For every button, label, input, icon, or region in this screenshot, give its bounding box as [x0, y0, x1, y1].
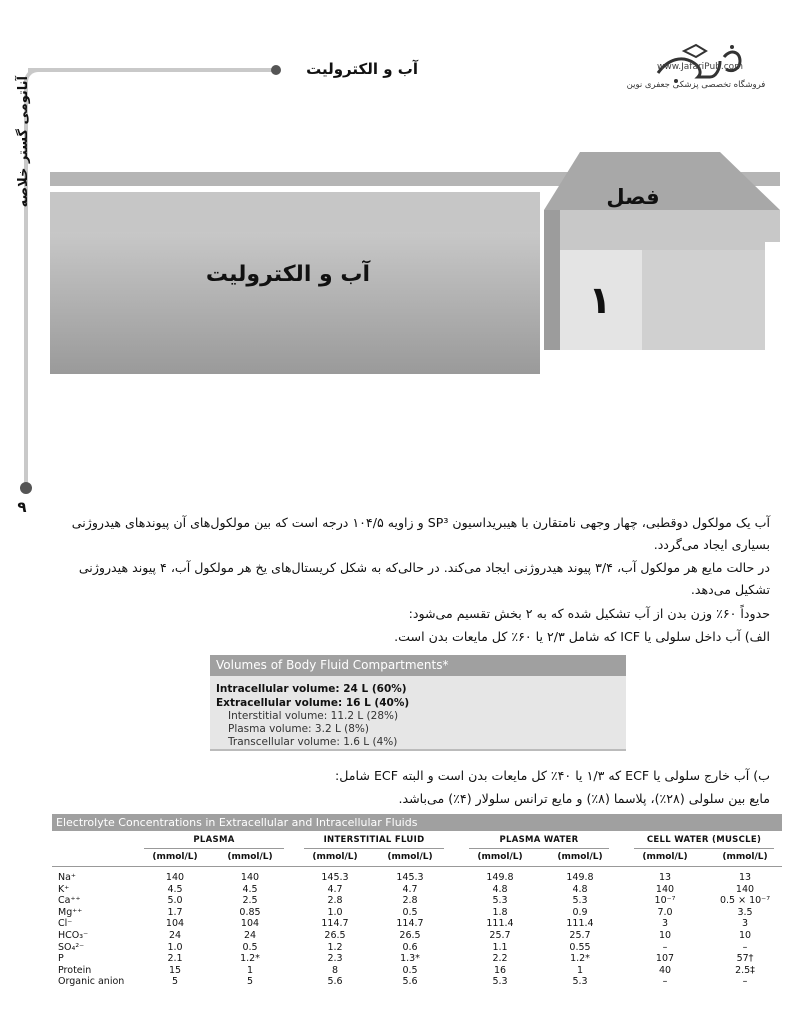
- table-cell: 111.4: [486, 918, 514, 930]
- chapter-number: ۱: [588, 278, 612, 322]
- paragraph-ecf: ب) آب خارج سلولی یا ECF که ۱/۳ یا ۴۰٪ کل مایعات بدن است و البته ECF شامل:: [335, 768, 770, 783]
- paragraph-water-molecule: آب یک مولکول دوقطبی، چهار وجهی نامتقارن با هیبریداسیون SP³ و زاویه ۱۰۴/۵ درجه است که بین مولکول‌های آن پیوندهای هیدروژنی بسیاری ایجاد می‌گردد.: [71, 515, 770, 552]
- table-cell: 1: [576, 964, 584, 976]
- table-cell: 0.55: [569, 941, 591, 953]
- group-rule: [304, 848, 444, 849]
- table-cell: 107: [655, 953, 675, 965]
- table-cell: 24: [243, 930, 257, 941]
- table-row-label: K⁺: [58, 883, 70, 895]
- page-number: ۹: [17, 498, 27, 516]
- table-row-label: Cl⁻: [58, 918, 73, 930]
- table-cell: 0.9: [572, 906, 588, 918]
- table-cell: 5.3: [492, 976, 508, 988]
- table-row-label: P: [58, 953, 64, 965]
- volumes-box-title: Volumes of Body Fluid Compartments*: [210, 655, 626, 676]
- table-cell: 5.3: [572, 895, 588, 907]
- table-rule-top: [52, 866, 782, 867]
- table-cell: 0.85: [239, 906, 261, 918]
- table-cell: 3: [741, 918, 749, 930]
- publisher-url: www.JafariPub.com: [657, 62, 743, 72]
- table-cell: 111.4: [566, 918, 594, 930]
- table-cell: 5.3: [492, 895, 508, 907]
- table-cell: 2.5‡: [735, 964, 755, 976]
- table-cell: –: [662, 976, 668, 988]
- table-cell: 104: [240, 918, 260, 930]
- rail-dot-top: [271, 65, 281, 75]
- paragraph-icf: الف) آب داخل سلولی یا ICF که شامل ۲/۳ یا ۶۰٪ کل مایعات بدن است.: [394, 629, 770, 644]
- table-cell: 5.3: [572, 976, 588, 988]
- table-cell: 1.1: [492, 941, 508, 953]
- unit-header: (mmol/L): [642, 852, 688, 862]
- table-cell: 2.1: [167, 953, 183, 965]
- unit-header: (mmol/L): [312, 852, 358, 862]
- table-cell: 10: [738, 930, 752, 941]
- table-cell: 0.5: [402, 964, 418, 976]
- table-cell: 25.7: [569, 930, 591, 941]
- table-cell: 24: [168, 930, 182, 941]
- table-cell: 1.2*: [570, 953, 590, 965]
- intracellular-volume: Intracellular volume: 24 L (60%): [216, 683, 407, 695]
- transcellular-volume: Transcellular volume: 1.6 L (4%): [228, 736, 398, 748]
- table-cell: 5: [246, 976, 254, 988]
- table-cell: 114.7: [321, 918, 349, 930]
- paragraph-hydrogen-bonds: در حالت مایع هر مولکول آب، ۳/۴ پیوند هیدروژنی ایجاد می‌کند. در حالی‌که به شکل کریستال‌های یخ هر مولکول آب، ۴ پیوند هیدروژنی تشکیل می‌دهد.: [78, 560, 770, 597]
- table-cell: 145.3: [321, 872, 349, 883]
- table-cell: 1.0: [327, 906, 343, 918]
- electrolyte-table-title: Electrolyte Concentrations in Extracellular and Intracellular Fluids: [52, 814, 782, 831]
- table-cell: 2.8: [402, 895, 418, 907]
- table-cell: 2.5: [242, 895, 258, 907]
- group-rule: [634, 848, 774, 849]
- table-cell: 5.6: [327, 976, 343, 988]
- table-cell: 15: [168, 964, 182, 976]
- table-cell: 5.0: [167, 895, 183, 907]
- table-cell: 104: [165, 918, 185, 930]
- table-cell: 2.8: [327, 895, 343, 907]
- table-cell: 13: [658, 872, 672, 883]
- table-cell: 1.2: [327, 941, 343, 953]
- table-row-label: SO₄²⁻: [58, 941, 85, 953]
- table-cell: –: [662, 941, 668, 953]
- paragraph-body-water: حدوداً ۶۰٪ وزن بدن از آب تشکیل شده که به ۲ بخش تقسیم می‌شود:: [408, 606, 770, 621]
- table-cell: 13: [738, 872, 752, 883]
- table-cell: 4.5: [167, 883, 183, 895]
- table-cell: 5.6: [402, 976, 418, 988]
- side-title: آناتومی گستر خلاصه: [16, 76, 31, 208]
- table-cell: 140: [735, 883, 755, 895]
- column-group-header: CELL WATER (MUSCLE): [646, 835, 762, 845]
- unit-header: (mmol/L): [722, 852, 768, 862]
- plasma-volume: Plasma volume: 3.2 L (8%): [228, 723, 370, 735]
- table-cell: 149.8: [566, 872, 594, 883]
- table-cell: 40: [658, 964, 672, 976]
- table-cell: 1.0: [167, 941, 183, 953]
- paragraph-ecf-parts: مایع بین سلولی (۲۸٪)، پلاسما (۸٪) و مایع ترانس سلولار (۴٪) می‌باشد.: [398, 791, 770, 806]
- column-group-header: PLASMA: [193, 835, 235, 845]
- table-cell: –: [742, 941, 748, 953]
- group-rule: [144, 848, 284, 849]
- table-cell: 0.5: [242, 941, 258, 953]
- table-cell: 1.2*: [240, 953, 260, 965]
- table-cell: 114.7: [396, 918, 424, 930]
- table-cell: 0.5: [402, 906, 418, 918]
- table-cell: 1.8: [492, 906, 508, 918]
- table-row-label: HCO₃⁻: [58, 930, 89, 941]
- chapter-label: فصل: [606, 185, 660, 209]
- table-row-label: Ca⁺⁺: [58, 895, 81, 907]
- table-cell: 16: [493, 964, 507, 976]
- unit-header: (mmol/L): [387, 852, 433, 862]
- table-cell: 140: [655, 883, 675, 895]
- table-cell: 2.2: [492, 953, 508, 965]
- table-cell: 0.6: [402, 941, 418, 953]
- unit-header: (mmol/L): [477, 852, 523, 862]
- rail-horizontal: [28, 68, 278, 72]
- chapter-banner: [50, 150, 782, 380]
- table-cell: 2.3: [327, 953, 343, 965]
- table-row-label: Organic anion: [58, 976, 125, 988]
- publisher-tagline: فروشگاه تخصصی پزشکی جعفری نوین: [626, 80, 766, 90]
- table-cell: 140: [240, 872, 260, 883]
- table-cell: 4.8: [492, 883, 508, 895]
- table-cell: 5: [171, 976, 179, 988]
- table-cell: –: [742, 976, 748, 988]
- table-row-label: Na⁺: [58, 872, 76, 883]
- table-cell: 0.5 × 10⁻⁷: [719, 895, 771, 907]
- chapter-title: آب و الکترولیت: [205, 262, 370, 287]
- table-cell: 140: [165, 872, 185, 883]
- table-cell: 1.7: [167, 906, 183, 918]
- table-cell: 4.8: [572, 883, 588, 895]
- table-cell: 1: [246, 964, 254, 976]
- table-cell: 4.5: [242, 883, 258, 895]
- table-cell: 10: [658, 930, 672, 941]
- table-cell: 149.8: [486, 872, 514, 883]
- interstitial-volume: Interstitial volume: 11.2 L (28%): [228, 710, 399, 722]
- table-cell: 145.3: [396, 872, 424, 883]
- table-cell: 26.5: [399, 930, 421, 941]
- group-rule: [469, 848, 609, 849]
- extracellular-volume: Extracellular volume: 16 L (40%): [216, 697, 410, 709]
- table-row-label: Mg⁺⁺: [58, 906, 83, 918]
- unit-header: (mmol/L): [557, 852, 603, 862]
- running-title: آب و الکترولیت: [306, 60, 418, 78]
- table-cell: 3: [661, 918, 669, 930]
- column-group-header: INTERSTITIAL FLUID: [323, 835, 425, 845]
- table-cell: 3.5: [737, 906, 753, 918]
- table-row-label: Protein: [58, 964, 92, 976]
- table-cell: 26.5: [324, 930, 346, 941]
- table-cell: 25.7: [489, 930, 511, 941]
- table-cell: 8: [331, 964, 339, 976]
- table-cell: 10⁻⁷: [654, 895, 676, 907]
- table-cell: 1.3*: [400, 953, 420, 965]
- table-cell: 4.7: [402, 883, 418, 895]
- table-cell: 4.7: [327, 883, 343, 895]
- table-cell: 57†: [736, 953, 754, 965]
- unit-header: (mmol/L): [227, 852, 273, 862]
- rail-dot-bottom: [20, 482, 32, 494]
- table-cell: 7.0: [657, 906, 673, 918]
- column-group-header: PLASMA WATER: [499, 835, 579, 845]
- unit-header: (mmol/L): [152, 852, 198, 862]
